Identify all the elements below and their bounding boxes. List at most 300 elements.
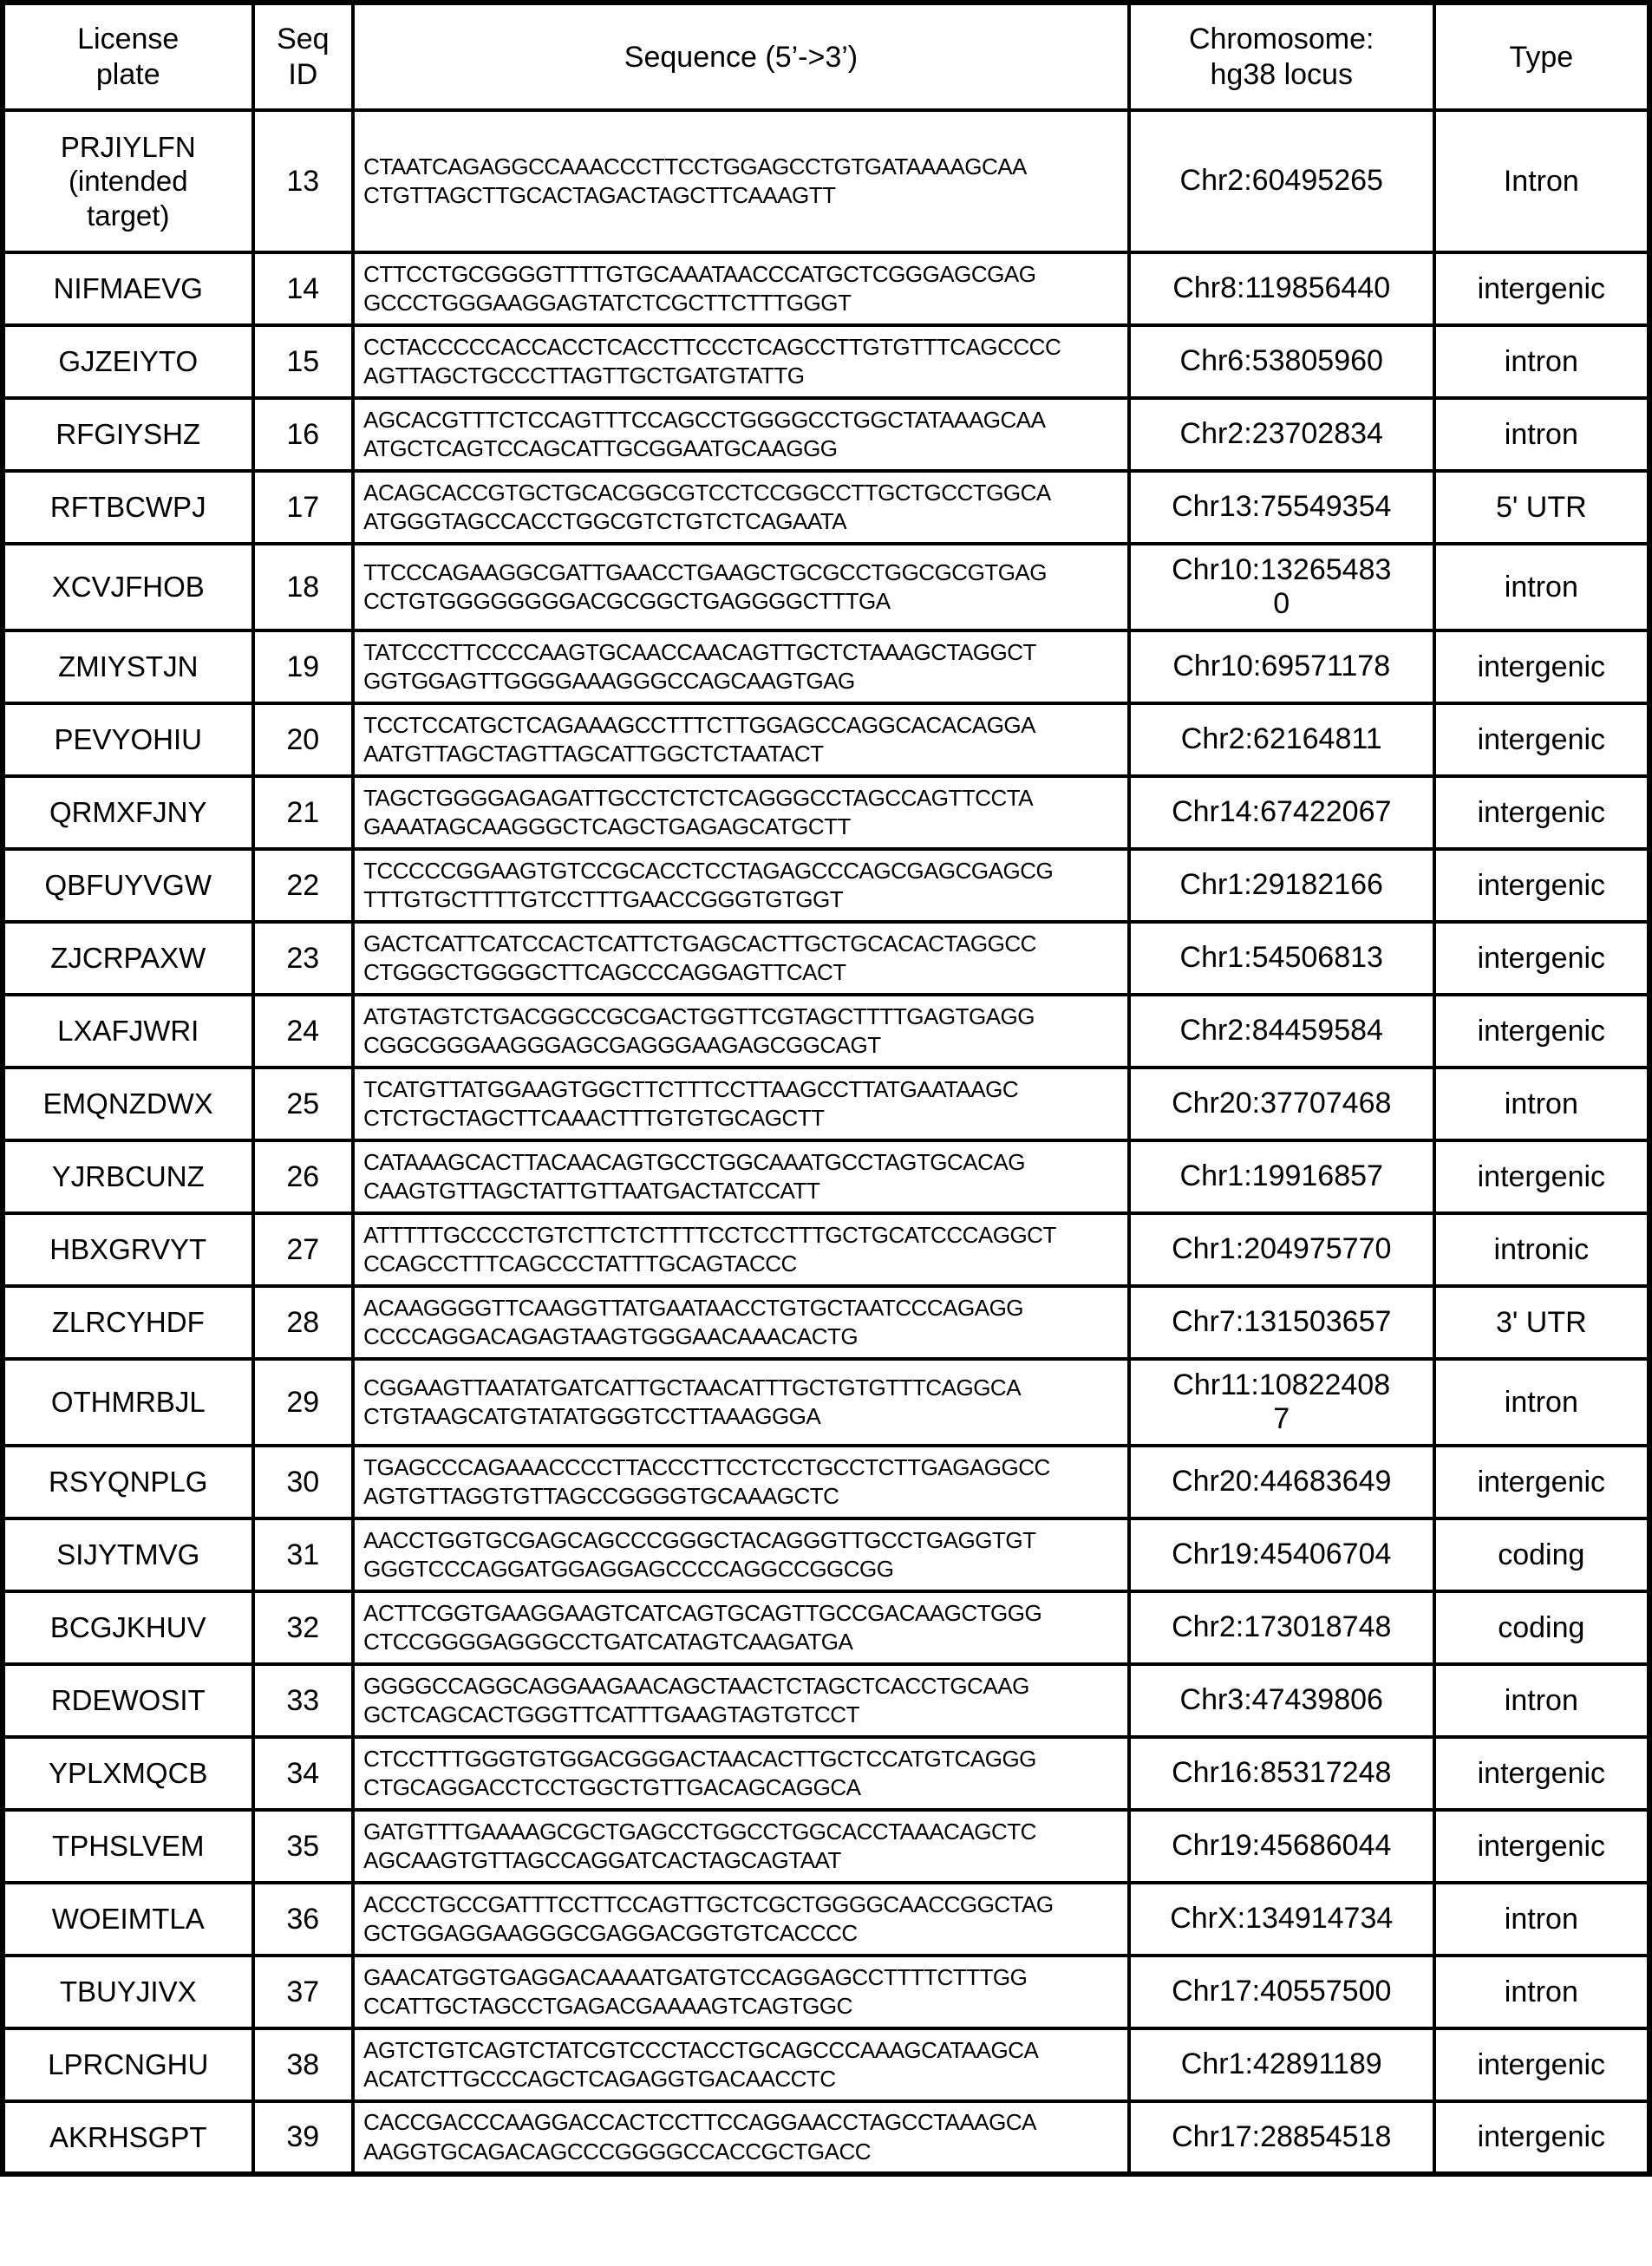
seq-id-cell	[253, 1068, 354, 1140]
sequence-cell	[353, 1956, 1129, 2028]
locus-cell	[1129, 1140, 1434, 1213]
locus-value: Chr2:62164811	[1180, 722, 1382, 756]
license-plate-cell	[3, 325, 253, 398]
locus-value: Chr11:108224087	[1172, 1368, 1391, 1435]
seq-id-value: 21	[286, 795, 320, 829]
seq-id-value: 34	[286, 1756, 320, 1790]
type-cell	[1434, 2028, 1649, 2101]
sequence-line-1: AGCACGTTTCTCCAGTTTCCAGCCTGGGGCCTGGCTATAAAGCAA	[363, 406, 1046, 433]
license-plate-value: PEVYOHIU	[54, 723, 203, 756]
seq-id-value: 20	[286, 722, 320, 756]
sequence-line-1: TTCCCAGAAGGCGATTGAACCTGAAGCTGCGCCTGGCGCGTGAG	[363, 558, 1047, 585]
locus-value: Chr1:29182166	[1179, 868, 1383, 902]
seq-id-value: 16	[286, 417, 320, 451]
sequence-line-2: CTCTGCTAGCTTCAAACTTTGTGTGCAGCTT	[363, 1105, 825, 1131]
license-plate-value: TBUYJIVX	[59, 1975, 197, 2008]
sequence-line-2: GGTGGAGTTGGGGAAAGGGCCAGCAAGTGAG	[363, 668, 855, 694]
sequence-cell	[353, 630, 1129, 703]
sequence-cell	[353, 1737, 1129, 1810]
sequence-line-2: CCTGTGGGGGGGGACGCGGCTGAGGGGCTTTGA	[363, 588, 891, 614]
license-plate-cell	[3, 1591, 253, 1664]
sequence-cell	[353, 2028, 1129, 2101]
seq-id-cell	[253, 2101, 354, 2174]
type-cell	[1434, 471, 1649, 544]
seq-id-cell	[253, 1140, 354, 1213]
sequence-line-2: CCCCAGGACAGAGTAAGTGGGAACAAACACTG	[363, 1323, 859, 1349]
type-value: 5' UTR	[1495, 490, 1587, 524]
sequence-cell	[353, 1286, 1129, 1359]
license-plate-cell	[3, 1956, 253, 2028]
license-plate-cell	[3, 1810, 253, 1883]
sequence-cell	[353, 2101, 1129, 2174]
license-plate-value: NIFMAEVG	[53, 272, 203, 305]
locus-cell	[1129, 1664, 1434, 1737]
locus-value: Chr17:28854518	[1172, 2119, 1392, 2153]
seq-id-value: 35	[286, 1829, 320, 1863]
sequence-line-2: AGTTAGCTGCCCTTAGTTGCTGATGTATTG	[363, 362, 805, 389]
table-row	[3, 1956, 1649, 2028]
locus-cell	[1129, 1359, 1434, 1446]
locus-value: Chr20:44683649	[1172, 1465, 1392, 1499]
type-value: intergenic	[1477, 941, 1606, 975]
type-cell	[1434, 2101, 1649, 2174]
table-row	[3, 471, 1649, 544]
type-value: intron	[1504, 1683, 1578, 1717]
sequence-line-1: CTTCCTGCGGGGTTTTGTGCAAATAACCCATGCTCGGGAGCGAG	[363, 260, 1036, 287]
locus-cell	[1129, 110, 1434, 252]
table-row	[3, 995, 1649, 1068]
type-value: intron	[1504, 417, 1578, 451]
locus-value: Chr2:60495265	[1179, 164, 1383, 198]
header-row	[3, 3, 1649, 110]
seq-id-cell	[253, 1213, 354, 1286]
sequence-line-1: AACCTGGTGCGAGCAGCCCGGGCTACAGGGTTGCCTGAGGTGT	[363, 1526, 1036, 1553]
locus-value: Chr6:53805960	[1179, 344, 1383, 378]
locus-value: Chr17:40557500	[1172, 1975, 1392, 2008]
table-row	[3, 398, 1649, 471]
license-plate-value: RDEWOSIT	[50, 1684, 206, 1717]
sequence-line-2: GAAATAGCAAGGGCTCAGCTGAGAGCATGCTT	[363, 813, 851, 839]
sequence-line-1: GACTCATTCATCCACTCATTCTGAGCACTTGCTGCACACTAGGCC	[363, 930, 1036, 957]
sequence-line-2: TTTGTGCTTTTGTCCTTTGAACCGGGTGTGGT	[363, 886, 844, 912]
sequence-line-1: CACCGACCCAAGGACCACTCCTTCCAGGAACCTAGCCTAAAGCA	[363, 2109, 1036, 2136]
seq-id-cell	[253, 1359, 354, 1446]
seq-id-value: 31	[286, 1538, 320, 1571]
locus-cell	[1129, 849, 1434, 922]
type-value: Intron	[1503, 164, 1579, 198]
license-plate-value: RFTBCWPJ	[49, 491, 206, 524]
seq-id-value: 29	[286, 1385, 320, 1419]
header-seq-id: Seq ID	[253, 3, 354, 110]
locus-value: Chr10:132654830	[1172, 552, 1392, 620]
sequence-line-1: GAACATGGTGAGGACAAAATGATGTCCAGGAGCCTTTTCTTTGG	[363, 1963, 1028, 1990]
license-plate-value: ZLRCYHDF	[51, 1306, 205, 1339]
locus-cell	[1129, 1956, 1434, 2028]
license-plate-value: LPRCNGHU	[48, 2048, 209, 2081]
locus-value: Chr1:42891189	[1180, 2047, 1382, 2081]
sequence-line-2: CCATTGCTAGCCTGAGACGAAAAGTCAGTGGC	[363, 1993, 852, 2019]
seq-id-cell	[253, 703, 354, 776]
type-value: intergenic	[1477, 650, 1606, 683]
locus-value: Chr19:45406704	[1172, 1538, 1392, 1571]
sequence-line-1: AGTCTGTCAGTCTATCGTCCCTACCTGCAGCCCAAAGCATAAGCA	[363, 2036, 1039, 2063]
seq-id-cell	[253, 922, 354, 995]
seq-id-value: 32	[286, 1610, 320, 1644]
license-plate-value: RFGIYSHZ	[56, 418, 201, 451]
sequence-cell	[353, 252, 1129, 325]
sequence-cell	[353, 849, 1129, 922]
seq-id-cell	[253, 471, 354, 544]
locus-value: Chr3:47439806	[1179, 1683, 1383, 1717]
sequence-line-1: TGAGCCCAGAAACCCCTTACCCTTCCTCCTGCCTCTTGAGAGGCC	[363, 1453, 1050, 1480]
table-row	[3, 110, 1649, 252]
license-plate-value: OTHMRBJL	[50, 1386, 206, 1419]
type-value: intergenic	[1477, 1829, 1606, 1863]
seq-id-value: 18	[286, 570, 320, 604]
locus-cell	[1129, 2101, 1434, 2174]
table-row	[3, 1213, 1649, 1286]
seq-id-value: 38	[286, 2047, 320, 2081]
sequence-line-2: CTGGGCTGGGGCTTCAGCCCAGGAGTTCACT	[363, 959, 846, 985]
license-plate-value: QBFUYVGW	[44, 869, 212, 902]
seq-id-value: 15	[286, 344, 320, 378]
sequence-cell	[353, 398, 1129, 471]
table-row	[3, 1810, 1649, 1883]
locus-cell	[1129, 1213, 1434, 1286]
sequence-line-2: AGTGTTAGGTGTTAGCCGGGGTGCAAAGCTC	[363, 1483, 839, 1509]
seq-id-cell	[253, 1737, 354, 1810]
sequence-line-2: GGGTCCCAGGATGGAGGAGCCCCAGGCCGGCGG	[363, 1556, 894, 1582]
type-cell	[1434, 1213, 1649, 1286]
sequence-cell	[353, 1591, 1129, 1664]
sequence-line-2: ACATCTTGCCCAGCTCAGAGGTGACAACCTC	[363, 2066, 836, 2092]
seq-id-value: 23	[286, 941, 320, 975]
table-body	[3, 110, 1649, 2174]
header-chromosome-locus: Chromosome: hg38 locus	[1129, 3, 1434, 110]
license-plate-cell	[3, 1883, 253, 1956]
sequence-cell	[353, 1359, 1129, 1446]
sequence-cell	[353, 703, 1129, 776]
sequence-cell	[353, 1446, 1129, 1518]
type-value: intergenic	[1477, 868, 1606, 902]
type-cell	[1434, 1664, 1649, 1737]
type-value: intergenic	[1477, 722, 1606, 756]
license-plate-cell	[3, 1737, 253, 1810]
type-value: intron	[1504, 344, 1578, 378]
locus-cell	[1129, 252, 1434, 325]
license-plate-cell	[3, 1213, 253, 1286]
seq-id-value: 36	[286, 1902, 320, 1936]
type-value: 3' UTR	[1495, 1305, 1587, 1339]
license-plate-cell	[3, 544, 253, 630]
seq-id-cell	[253, 995, 354, 1068]
type-cell	[1434, 1286, 1649, 1359]
seq-id-value: 27	[286, 1232, 320, 1266]
sequence-line-1: ACAAGGGGTTCAAGGTTATGAATAACCTGTGCTAATCCCAGAGG	[363, 1294, 1024, 1321]
type-cell	[1434, 1883, 1649, 1956]
type-cell	[1434, 110, 1649, 252]
sequence-line-1: CTCCTTTGGGTGTGGACGGGACTAACACTTGCTCCATGTCAGGG	[363, 1745, 1036, 1772]
license-plate-cell	[3, 630, 253, 703]
type-cell	[1434, 1737, 1649, 1810]
type-cell	[1434, 544, 1649, 630]
license-plate-cell	[3, 1140, 253, 1213]
type-cell	[1434, 849, 1649, 922]
license-plate-value: TPHSLVEM	[52, 1830, 205, 1863]
sequence-line-2: GCTGGAGGAAGGGCGAGGACGGTGTCACCCC	[363, 1920, 858, 1946]
sequence-line-1: TCCCCCGGAAGTGTCCGCACCTCCTAGAGCCCAGCGAGCGAGCG	[363, 857, 1054, 884]
type-cell	[1434, 252, 1649, 325]
locus-cell	[1129, 1446, 1434, 1518]
type-cell	[1434, 995, 1649, 1068]
locus-value: Chr1:19916857	[1179, 1159, 1383, 1193]
table-row	[3, 922, 1649, 995]
locus-value: ChrX:134914734	[1170, 1902, 1394, 1936]
seq-id-value: 33	[286, 1683, 320, 1717]
table-row	[3, 630, 1649, 703]
type-cell	[1434, 398, 1649, 471]
sequence-line-1: ACAGCACCGTGCTGCACGGCGTCCTCCGGCCTTGCTGCCTGGCA	[363, 479, 1051, 506]
sequence-cell	[353, 1140, 1129, 1213]
header-license-plate: License plate	[3, 3, 253, 110]
type-cell	[1434, 1956, 1649, 2028]
seq-id-cell	[253, 1883, 354, 1956]
license-plate-value: LXAFJWRI	[57, 1015, 199, 1048]
sequence-line-1: ATTTTTGCCCCTGTCTTCTCTTTTCCTCCTTTGCTGCATCCCAGGCT	[363, 1221, 1056, 1248]
locus-value: Chr19:45686044	[1172, 1829, 1392, 1863]
type-cell	[1434, 1518, 1649, 1591]
seq-id-value: 17	[286, 490, 320, 524]
locus-cell	[1129, 703, 1434, 776]
table-row	[3, 1664, 1649, 1737]
locus-cell	[1129, 325, 1434, 398]
license-plate-cell	[3, 995, 253, 1068]
type-value: intron	[1504, 1902, 1578, 1936]
type-value: intron	[1504, 1975, 1578, 2008]
type-cell	[1434, 1446, 1649, 1518]
sequence-line-1: CGGAAGTTAATATGATCATTGCTAACATTTGCTGTGTTTCAGGCA	[363, 1374, 1022, 1401]
sequence-line-2: AAGGTGCAGACAGCCCGGGGCCACCGCTGACC	[363, 2138, 872, 2165]
type-cell	[1434, 630, 1649, 703]
sequence-line-1: CCTACCCCCACCACCTCACCTTCCCTCAGCCTTGTGTTTCAGCCCC	[363, 333, 1061, 360]
locus-value: Chr2:23702834	[1179, 417, 1383, 451]
license-plate-cell	[3, 110, 253, 252]
license-plate-value: AKRHSGPT	[49, 2120, 207, 2153]
locus-cell	[1129, 1883, 1434, 1956]
locus-cell	[1129, 995, 1434, 1068]
seq-id-cell	[253, 849, 354, 922]
license-plate-value: QRMXFJNY	[49, 796, 207, 829]
sequence-cell	[353, 325, 1129, 398]
license-plate-value: WOEIMTLA	[51, 1903, 205, 1936]
type-cell	[1434, 703, 1649, 776]
type-value: intergenic	[1477, 271, 1606, 305]
license-plate-cell	[3, 1518, 253, 1591]
locus-cell	[1129, 1737, 1434, 1810]
sequence-cell	[353, 1664, 1129, 1737]
seq-id-value: 37	[286, 1975, 320, 2008]
sequence-line-1: ATGTAGTCTGACGGCCGCGACTGGTTCGTAGCTTTTGAGTGAGG	[363, 1002, 1035, 1029]
type-value: intronic	[1493, 1232, 1590, 1266]
type-cell	[1434, 1359, 1649, 1446]
sequence-line-1: CATAAAGCACTTACAACAGTGCCTGGCAAATGCCTAGTGCACAG	[363, 1148, 1025, 1175]
sequence-cell	[353, 471, 1129, 544]
seq-id-cell	[253, 630, 354, 703]
license-plate-value: GJZEIYTO	[58, 345, 199, 378]
type-cell	[1434, 1810, 1649, 1883]
locus-value: Chr20:37707468	[1172, 1087, 1392, 1120]
type-value: intron	[1504, 1087, 1578, 1120]
license-plate-cell	[3, 2101, 253, 2174]
table-row	[3, 2028, 1649, 2101]
sequence-line-2: CTCCGGGGAGGGCCTGATCATAGTCAAGATGA	[363, 1629, 853, 1655]
seq-id-cell	[253, 1956, 354, 2028]
seq-id-value: 26	[286, 1159, 320, 1193]
sequence-line-2: ATGGGTAGCCACCTGGCGTCTGTCTCAGAATA	[363, 508, 847, 534]
locus-value: Chr2:173018748	[1172, 1610, 1392, 1644]
license-plate-cell	[3, 1446, 253, 1518]
license-plate-cell	[3, 849, 253, 922]
seq-id-value: 39	[286, 2120, 320, 2153]
locus-cell	[1129, 1286, 1434, 1359]
seq-id-cell	[253, 2028, 354, 2101]
sequence-line-2: CCAGCCTTTCAGCCCTATTTGCAGTACCC	[363, 1251, 797, 1277]
license-plate-cell	[3, 922, 253, 995]
locus-cell	[1129, 1810, 1434, 1883]
sequence-cell	[353, 1213, 1129, 1286]
type-cell	[1434, 922, 1649, 995]
license-plate-cell	[3, 776, 253, 849]
sequence-line-1: TCCTCCATGCTCAGAAAGCCTTTCTTGGAGCCAGGCACACAGGA	[363, 711, 1035, 738]
locus-value: Chr8:119856440	[1172, 271, 1391, 305]
table-row	[3, 1737, 1649, 1810]
license-plate-value: PRJIYLFN (intended target)	[60, 130, 196, 232]
locus-value: Chr14:67422067	[1172, 795, 1392, 829]
type-cell	[1434, 1140, 1649, 1213]
license-plate-cell	[3, 1286, 253, 1359]
table-row	[3, 325, 1649, 398]
type-value: intron	[1504, 1385, 1578, 1419]
license-plate-value: YJRBCUNZ	[51, 1160, 205, 1193]
locus-value: Chr13:75549354	[1172, 490, 1392, 524]
header-type: Type	[1434, 3, 1649, 110]
seq-id-cell	[253, 110, 354, 252]
license-plate-cell	[3, 398, 253, 471]
license-plate-cell	[3, 1664, 253, 1737]
type-cell	[1434, 325, 1649, 398]
sequence-line-1: ACTTCGGTGAAGGAAGTCATCAGTGCAGTTGCCGACAAGCTGGG	[363, 1599, 1042, 1626]
license-plate-value: HBXGRVYT	[49, 1233, 207, 1266]
license-plate-value: ZMIYSTJN	[58, 650, 199, 683]
sequence-line-2: GCTCAGCACTGGGTTCATTTGAAGTAGTGTCCT	[363, 1701, 859, 1727]
locus-cell	[1129, 1518, 1434, 1591]
locus-cell	[1129, 544, 1434, 630]
seq-id-value: 13	[286, 164, 320, 198]
sequence-line-1: GATGTTTGAAAAGCGCTGAGCCTGGCCTGGCACCTAAACAGCTC	[363, 1818, 1036, 1845]
sequence-line-1: TATCCCTTCCCCAAGTGCAACCAACAGTTGCTCTAAAGCTAGGCT	[363, 638, 1036, 665]
sequence-cell	[353, 995, 1129, 1068]
license-plate-value: ZJCRPAXW	[50, 942, 206, 975]
table-row	[3, 252, 1649, 325]
type-value: coding	[1498, 1610, 1585, 1644]
locus-cell	[1129, 471, 1434, 544]
license-plate-cell	[3, 252, 253, 325]
table-row	[3, 2101, 1649, 2174]
seq-id-cell	[253, 1664, 354, 1737]
license-plate-value: SIJYTMVG	[56, 1538, 200, 1571]
locus-value: Chr7:131503657	[1172, 1305, 1392, 1339]
seq-id-value: 30	[286, 1465, 320, 1499]
seq-id-cell	[253, 776, 354, 849]
header-sequence: Sequence (5’->3’)	[353, 3, 1129, 110]
table-row	[3, 1446, 1649, 1518]
license-plate-value: YPLXMQCB	[49, 1757, 208, 1790]
locus-cell	[1129, 1591, 1434, 1664]
table-row	[3, 1359, 1649, 1446]
type-cell	[1434, 776, 1649, 849]
license-plate-value: EMQNZDWX	[42, 1087, 213, 1120]
locus-cell	[1129, 922, 1434, 995]
locus-value: Chr1:54506813	[1179, 941, 1383, 975]
table-row	[3, 703, 1649, 776]
type-cell	[1434, 1068, 1649, 1140]
table-row	[3, 1518, 1649, 1591]
license-plate-cell	[3, 1359, 253, 1446]
sequence-line-1: TAGCTGGGGAGAGATTGCCTCTCTCAGGGCCTAGCCAGTTCCTA	[363, 784, 1034, 811]
sequence-line-1: GGGGCCAGGCAGGAAGAACAGCTAACTCTAGCTCACCTGCAAG	[363, 1672, 1029, 1699]
locus-value: Chr1:204975770	[1172, 1232, 1392, 1266]
license-plate-value: XCVJFHOB	[51, 571, 205, 604]
sequence-cell	[353, 1518, 1129, 1591]
seq-id-cell	[253, 252, 354, 325]
sequence-line-2: AATGTTAGCTAGTTAGCATTGGCTCTAATACT	[363, 741, 824, 767]
locus-value: Chr16:85317248	[1172, 1756, 1392, 1790]
table-row	[3, 1068, 1649, 1140]
locus-cell	[1129, 776, 1434, 849]
license-plate-value: RSYQNPLG	[49, 1466, 208, 1499]
seq-id-value: 25	[286, 1087, 320, 1120]
type-cell	[1434, 1591, 1649, 1664]
type-value: intergenic	[1477, 2047, 1606, 2081]
table-row	[3, 776, 1649, 849]
license-plate-cell	[3, 1068, 253, 1140]
sequence-line-2: CTGTTAGCTTGCACTAGACTAGCTTCAAAGTT	[363, 182, 836, 208]
type-value: intergenic	[1477, 1756, 1606, 1790]
sequence-cell	[353, 544, 1129, 630]
sequence-line-2: CTGCAGGACCTCCTGGCTGTTGACAGCAGGCA	[363, 1774, 861, 1800]
locus-value: Chr2:84459584	[1179, 1014, 1383, 1048]
type-value: intergenic	[1477, 1159, 1606, 1193]
type-value: intergenic	[1477, 795, 1606, 829]
seq-id-cell	[253, 1518, 354, 1591]
table-row	[3, 544, 1649, 630]
seq-id-value: 22	[286, 868, 320, 902]
seq-id-cell	[253, 1591, 354, 1664]
seq-id-cell	[253, 398, 354, 471]
type-value: intergenic	[1477, 2120, 1606, 2153]
locus-cell	[1129, 2028, 1434, 2101]
seq-id-value: 24	[286, 1014, 320, 1048]
sequence-cell	[353, 1068, 1129, 1140]
locus-cell	[1129, 1068, 1434, 1140]
table-row	[3, 1140, 1649, 1213]
sequence-cell	[353, 110, 1129, 252]
license-plate-cell	[3, 703, 253, 776]
type-value: coding	[1498, 1538, 1585, 1571]
seq-id-cell	[253, 325, 354, 398]
sequence-cell	[353, 776, 1129, 849]
sequence-line-2: AGCAAGTGTTAGCCAGGATCACTAGCAGTAAT	[363, 1847, 841, 1873]
